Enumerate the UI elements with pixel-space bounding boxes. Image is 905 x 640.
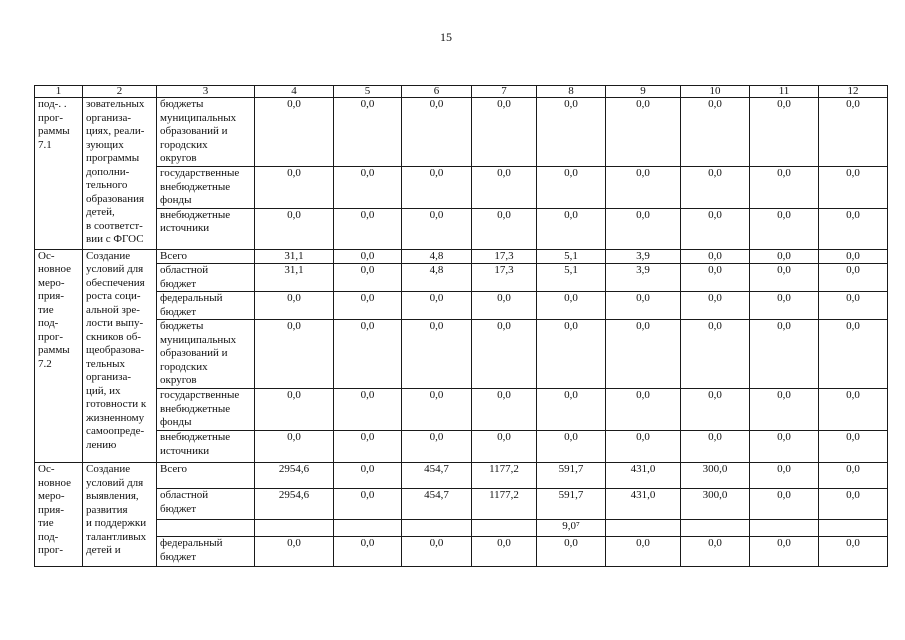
page-number: 15 (440, 30, 452, 44)
col-number: 4 (255, 86, 334, 98)
table-row (35, 489, 888, 520)
table-cell: 0,0 (606, 98, 681, 167)
table-row (35, 167, 888, 209)
table-cell (334, 520, 402, 537)
col-number: 12 (819, 86, 888, 98)
table-cell: 0,0 (750, 264, 819, 292)
table-cell: 454,7 (402, 489, 472, 520)
table-cell (255, 520, 334, 537)
table-row (35, 320, 888, 389)
table-cell: 0,0 (334, 431, 402, 463)
table-cell: 0,0 (334, 537, 402, 567)
table-cell: 0,0 (334, 292, 402, 320)
table-cell: 0,0 (750, 98, 819, 167)
table-cell: 0,0 (472, 431, 537, 463)
program-description: Создание условий для обеспечения роста соци- альной зре- лости выпу- скников об- щеобразова- тельных организа- ций, их готовности к жизненному самоопреде- лению (83, 249, 157, 463)
table-cell: 4,8 (402, 249, 472, 264)
table-row (35, 264, 888, 292)
table-cell: 31,1 (255, 249, 334, 264)
table-cell: 0,0 (472, 537, 537, 567)
table-cell: 0,0 (334, 167, 402, 209)
table-cell: 0,0 (750, 167, 819, 209)
funding-source: федеральный бюджет (157, 292, 255, 320)
table-cell: 0,0 (819, 167, 888, 209)
table-cell: 0,0 (402, 431, 472, 463)
table-cell: 0,0 (819, 208, 888, 249)
table-cell: 0,0 (537, 537, 606, 567)
table-cell: 0,0 (255, 320, 334, 389)
table-cell: 0,0 (402, 320, 472, 389)
table-cell: 4,8 (402, 264, 472, 292)
table-cell: 0,0 (402, 167, 472, 209)
table-row (35, 537, 888, 567)
table-cell: 0,0 (402, 292, 472, 320)
table-cell: 2954,6 (255, 489, 334, 520)
table-cell: 0,0 (255, 537, 334, 567)
table-cell (750, 520, 819, 537)
funding-source: внебюджетные источники (157, 431, 255, 463)
table-cell: 0,0 (819, 463, 888, 489)
table-cell: 0,0 (750, 463, 819, 489)
table-cell: 0,0 (819, 264, 888, 292)
table-cell: 0,0 (402, 537, 472, 567)
col-number: 5 (334, 86, 402, 98)
funding-source: бюджеты муниципальных образований и городских округов (157, 98, 255, 167)
table-cell: 0,0 (606, 537, 681, 567)
table-cell: 0,0 (819, 431, 888, 463)
program-code: Ос- новное меро- прия- тие под- прог- раммы 7.2 (35, 249, 83, 463)
table-cell: 0,0 (334, 208, 402, 249)
table-cell (681, 520, 750, 537)
table-cell: 1177,2 (472, 463, 537, 489)
table-cell: 5,1 (537, 264, 606, 292)
table-cell: 0,0 (681, 98, 750, 167)
funding-source: государственные внебюджетные фонды (157, 389, 255, 431)
table-cell: 0,0 (606, 431, 681, 463)
table-cell: 0,0 (334, 463, 402, 489)
table-cell: 0,0 (334, 249, 402, 264)
table-cell: 0,0 (819, 537, 888, 567)
table-cell: 0,0 (537, 389, 606, 431)
table-cell: 0,0 (681, 389, 750, 431)
table-cell: 0,0 (606, 292, 681, 320)
table-cell: 0,0 (750, 489, 819, 520)
table-cell: 0,0 (472, 389, 537, 431)
table-cell: 0,0 (255, 292, 334, 320)
funding-source: государственные внебюджетные фонды (157, 167, 255, 209)
col-number: 6 (402, 86, 472, 98)
table-row (35, 208, 888, 249)
funding-source: Всего (157, 249, 255, 264)
table-cell: 0,0 (472, 208, 537, 249)
table-cell: 3,9 (606, 264, 681, 292)
table-cell (606, 520, 681, 537)
table-cell: 0,0 (819, 249, 888, 264)
table-cell: 0,0 (402, 389, 472, 431)
table-row (35, 463, 888, 489)
table-cell: 454,7 (402, 463, 472, 489)
table-cell: 2954,6 (255, 463, 334, 489)
table-cell: 3,9 (606, 249, 681, 264)
table-cell: 0,0 (472, 167, 537, 209)
table-cell: 0,0 (606, 320, 681, 389)
table-cell: 0,0 (537, 98, 606, 167)
col-number: 2 (83, 86, 157, 98)
table-cell: 5,1 (537, 249, 606, 264)
funding-source: бюджеты муниципальных образований и городских округов (157, 320, 255, 389)
table-cell: 0,0 (537, 292, 606, 320)
table-cell: 0,0 (334, 98, 402, 167)
table-cell: 0,0 (255, 389, 334, 431)
table-cell: 0,0 (819, 320, 888, 389)
table-row (35, 292, 888, 320)
table-cell: 0,0 (681, 320, 750, 389)
table-cell: 0,0 (750, 320, 819, 389)
col-number: 10 (681, 86, 750, 98)
table-cell: 0,0 (681, 208, 750, 249)
table-cell: 17,3 (472, 264, 537, 292)
table-cell: 0,0 (255, 208, 334, 249)
table-cell: 0,0 (334, 489, 402, 520)
header-row (35, 86, 888, 98)
budget-table (34, 85, 888, 567)
table-cell: 0,0 (606, 208, 681, 249)
funding-source: областной бюджет (157, 489, 255, 520)
col-number: 8 (537, 86, 606, 98)
table-cell: 17,3 (472, 249, 537, 264)
table-cell: 0,0 (472, 320, 537, 389)
table-cell: 0,0 (606, 167, 681, 209)
table-cell: 0,0 (681, 249, 750, 264)
table-cell: 0,0 (537, 431, 606, 463)
table-cell: 9,0⁷ (537, 520, 606, 537)
table-cell: 0,0 (537, 208, 606, 249)
table-cell: 0,0 (750, 208, 819, 249)
table-cell: 0,0 (750, 249, 819, 264)
table-cell: 300,0 (681, 463, 750, 489)
table-row (35, 98, 888, 167)
funding-source: федеральный бюджет (157, 537, 255, 567)
program-code: под-. . прог- раммы 7.1 (35, 98, 83, 250)
table-cell: 0,0 (472, 292, 537, 320)
col-number: 3 (157, 86, 255, 98)
table-cell: 0,0 (681, 431, 750, 463)
table-cell: 0,0 (402, 208, 472, 249)
table-cell: 0,0 (819, 98, 888, 167)
col-number: 11 (750, 86, 819, 98)
table-cell: 0,0 (750, 292, 819, 320)
table-cell: 0,0 (681, 264, 750, 292)
table-cell: 0,0 (334, 389, 402, 431)
table-cell: 0,0 (255, 167, 334, 209)
table-row (35, 520, 888, 537)
table-cell: 0,0 (537, 320, 606, 389)
funding-source: Всего (157, 463, 255, 489)
table-cell: 591,7 (537, 489, 606, 520)
table-cell (472, 520, 537, 537)
col-number: 9 (606, 86, 681, 98)
table-cell: 0,0 (750, 389, 819, 431)
col-number: 7 (472, 86, 537, 98)
funding-source: внебюджетные источники (157, 208, 255, 249)
table-cell: 0,0 (334, 320, 402, 389)
funding-source: областной бюджет (157, 264, 255, 292)
table-cell: 0,0 (255, 98, 334, 167)
table-cell: 1177,2 (472, 489, 537, 520)
table-cell: 0,0 (819, 292, 888, 320)
table-cell: 0,0 (472, 98, 537, 167)
table-row (35, 431, 888, 463)
funding-source (157, 520, 255, 537)
table-cell: 0,0 (681, 292, 750, 320)
table-cell: 0,0 (750, 537, 819, 567)
table-cell: 0,0 (750, 431, 819, 463)
table-cell: 0,0 (819, 489, 888, 520)
table-cell: 591,7 (537, 463, 606, 489)
table-cell (819, 520, 888, 537)
table-cell: 0,0 (606, 389, 681, 431)
program-description: Создание условий для выявления, развития и поддержки талантливых детей и (83, 463, 157, 567)
table-cell: 0,0 (681, 167, 750, 209)
table-cell: 431,0 (606, 489, 681, 520)
program-code: Ос- новное меро- прия- тие под- прог- (35, 463, 83, 567)
col-number: 1 (35, 86, 83, 98)
table-cell: 0,0 (402, 98, 472, 167)
table-row (35, 389, 888, 431)
table-cell: 300,0 (681, 489, 750, 520)
table-cell: 31,1 (255, 264, 334, 292)
table-cell: 431,0 (606, 463, 681, 489)
table-cell: 0,0 (681, 537, 750, 567)
table-cell: 0,0 (537, 167, 606, 209)
table-cell (402, 520, 472, 537)
program-description: зовательных организа- циях, реали- зующих программы дополни- тельного образования детей, в соответст- вии с ФГОС (83, 98, 157, 250)
table-cell: 0,0 (819, 389, 888, 431)
table-cell: 0,0 (255, 431, 334, 463)
table-row (35, 249, 888, 264)
table-cell: 0,0 (334, 264, 402, 292)
